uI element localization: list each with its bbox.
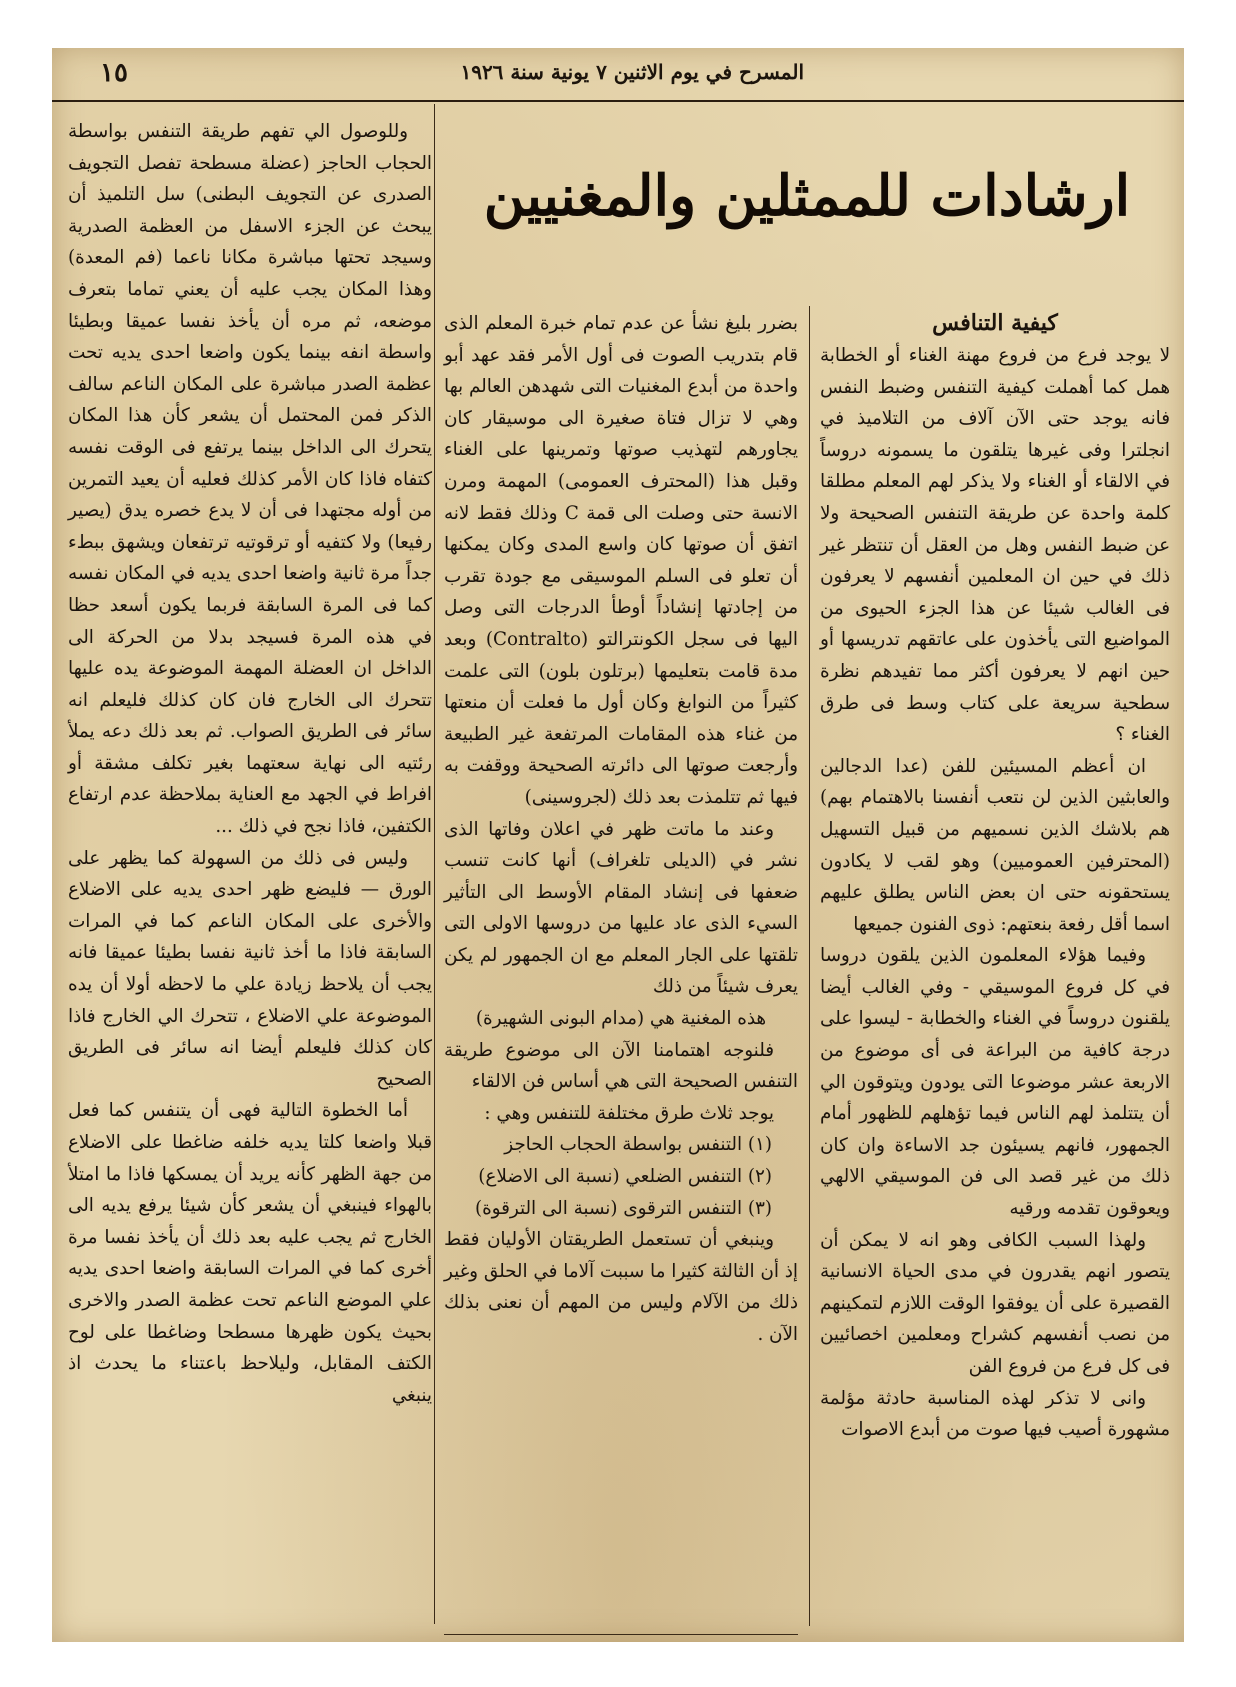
paragraph: وللوصول الي تفهم طريقة التنفس بواسطة الحجاب الحاجز (عضلة مسطحة تفصل التجويف الصدرى عن التجويف البطنى) سل التلميذ أن يبحث عن الجزء الاسفل من العظمة الصدرية وسيجد تحتها مباشرة مكانا ناعما (فم المعدة) وهذا المكان يجب عليه أن يعني تماما بتعرف موضعه، ثم مره أن يأخذ نفسا عميقا وبطيئا واسطة انفه بينما يكون واضعا احدى يديه تحت عظمة الصدر مباشرة على المكان الناعم سالف الذكر فمن المحتمل أن يشعر كأن هذا المكان يتحرك الى الداخل بينما يرتفع فى الوقت نفسه كتفاه فاذا كان الأمر كذلك فعليه أن يعيد التمرين من أوله مجتهدا فى أن لا يدع خصره يدق (يصير رفيعا) ولا كتفيه أو ترقوتيه ترتفعان ويشهق ببطء جداً مرة ثانية واضعا احدى يديه في المكان نفسه كما فى المرة السابقة فربما يكون أسعد حظا في هذه المرة فسيجد بدلا من الحركة الى الداخل ان العضلة المهمة الموضوعة يده عليها تتحرك الى الخارج فان كان كذلك فليعلم انه سائر فى الطريق الصواب. ثم بعد ذلك دعه يملأ رئتيه الى نهاية سعتهما بغير تكلف مشقة أو افراط في الجهد مع العناية بملاحظة عدم ارتفاع الكتفين، فاذا نجح في ذلك ... (68, 121, 432, 838)
paragraph: وينبغي أن تستعمل الطريقتان الأوليان فقط إذ أن الثالثة كثيرا ما سببت آلاما في الحلق وغير ذلك من الآلام وليس من المهم أن نعنى بذلك الآن . (444, 1229, 798, 1345)
section-subheading: كيفية التنافس (932, 310, 1058, 336)
header-title: المسرح في يوم الاثنين ٧ يونية سنة ١٩٢٦ (460, 60, 804, 84)
article-headline: ارشادات للممثلين والمغنيين (483, 163, 1131, 229)
page-header (52, 48, 1184, 102)
paragraph: ولهذا السبب الكافى وهو انه لا يمكن أن يتصور انهم يقدرون في مدى الحياة الانسانية القصيرة على أن يوفقوا الوقت اللازم لتمكينهم من نصب أنفسهم كشراح ومعلمين اخصائيين فى كل فرع من فروع الفن (820, 1229, 1170, 1377)
paragraph: يوجد ثلاث طرق مختلفة للتنفس وهي : (484, 1102, 774, 1124)
paragraph: وعند ما ماتت ظهر في اعلان وفاتها الذى نشر في (الديلى تلغراف) أنها كانت تنسب ضعفها فى إنشاد المقام الأوسط الى التأثير السيء الذى عاد عليها من دروسها الاولى التى تلقتها على الجار المعلم مع ان الجمهور لم يكن يعرف شيئاً من ذلك (444, 818, 798, 998)
paragraph: بضرر بليغ نشأ عن عدم تمام خبرة المعلم الذى قام بتدريب الصوت فى أول الأمر فقد عهد أبو واحدة من أبدع المغنيات التى شهدهن العالم بها وهي لا تزال فتاة صغيرة الى موسيقار كان يجاورهم لتهذيب صوتها وتمرينها على الغناء وقبل هذا (المحترف العمومى) المهمة ومرن الانسة حتى وصلت الى قمة C وذلك فقط لانه اتفق أن صوتها كان واسع المدى وكان يمكنها أن تعلو فى السلم الموسيقى مع جودة تقرب من إجادتها إنشاداً أوطأ الدرجات التى وصل اليها فى سجل الكونترالتو (Contralto) وبعد مدة قامت بتعليمها (برتلون بلون) التى علمت كثيراً من النوابغ وكان أول ما فعلت أن منعتها من غناء هذه المقامات المرتفعة غير الطبيعة وأرجعت صوتها الى دائرته الصحيحة ووقفت به فيها ثم تتلمذت بعد ذلك (لجروسينى) (444, 313, 799, 808)
paragraph: وانى لا تذكر لهذه المناسبة حادثة مؤلمة مشهورة أصيب فيها صوت من أبدع الاصوات (820, 1387, 1170, 1441)
middle-column (444, 308, 798, 1351)
paragraph: وفيما هؤلاء المعلمون الذين يلقون دروسا في كل فروع الموسيقي - وفي الغالب أيضا يلقنون دروساً في الغناء والخطابة - ليسوا على درجة كافية من البراعة فى أى موضوع من الاربعة عشر موضوعا التى يودون ويتوقون الي أن يتتلمذ لهم الناس فيما تؤهلهم للظهور أمام الجمهور، فانهم يسيئون جد الاساءة وان كان ذلك من غير قصد الى فن الموسيقي الالهي ويعوقون تقدمه ورقيه (820, 945, 1170, 1220)
list-item: (٣) التنفس الترقوى (نسبة الى الترقوة) (474, 1197, 772, 1219)
paragraph: أما الخطوة التالية فهى أن يتنفس كما فعل قبلا واضعا كلتا يديه خلفه ضاغطا على الاضلاع من جهة الظهر كأنه يريد أن يمسكها فاذا ما امتلأ بالهواء فينبغي أن يشعر كأن شيئا يرفع يديه الى الخارج ثم يجب عليه بعد ذلك أن يأخذ نفسا مرة أخرى كما في المرات السابقة واضعا احدى يديه علي الموضع الناعم تحت عظمة الصدر والاخرى بحيث يكون ظهرها مسطحا وضاغطا على لوح الكتف المقابل، وليلاحظ باعتناء ما يحدث اذ ينبغي (68, 1100, 432, 1406)
list-item: (١) التنفس بواسطة الحجاب الحاجز (504, 1134, 772, 1156)
column-divider-right (809, 306, 810, 1626)
paragraph: لا يوجد فرع من فروع مهنة الغناء أو الخطابة همل كما أهملت كيفية التنفس وضبط النفس فانه يوجد حتى الآن آلاف من التلاميذ في انجلترا وفى غيرها يتلقون ما يسمونه دروساً في الالقاء أو الغناء ولا يذكر لهم المعلم مطلقا كلمة واحدة عن طريقة التنفس الصحيحة ولا عن ضبط النفس وهل من العقل أن تنتظر غير ذلك في حين ان المعلمين أنفسهم لا يعرفون فى الغالب شيئا عن هذا الجزء الحيوى من المواضيع التى يأخذون على عاتقهم تدريسها أو حين انهم لا يعرفون أكثر مما تفيدهم نظرة سطحية سريعة على كتاب وسط فى طرق الغناء ؟ (820, 345, 1170, 746)
column-end-rule (444, 1634, 798, 1635)
paragraph: هذه المغنية هي (مدام البونى الشهيرة) (475, 1008, 767, 1030)
paragraph: ان أعظم المسيئين للفن (عدا الدجالين والعابثين الذين لن نتعب أنفسنا بالاهتمام بهم) هم بلاشك الذين نسميهم من قبيل التسهيل (المحترفين العموميين) وهو لقب لا يكادون يستحقونه حتى ان بعض الناس يطلق عليهم اسما أقل رفعة بنعتهم: ذوى الفنون جميعها (820, 755, 1170, 935)
column-divider-left (434, 104, 435, 1624)
newspaper-page (52, 48, 1184, 1642)
page-number: ١٥ (100, 58, 128, 88)
paragraph: فلنوجه اهتمامنا الآن الى موضوع طريقة التنفس الصحيحة التى هي أساس فن الالقاء (444, 1039, 798, 1093)
paragraph: وليس فى ذلك من السهولة كما يظهر على الورق — فليضع ظهر احدى يديه على الاضلاع والأخرى على المكان الناعم كما في المرات السابقة فاذا ما أخذ ثانية نفسا بطيئا عميقا فانه يجب أن يلاحظ زيادة علي ما لاحظه أولا أن يده الموضوعة علي الاضلاع ، تتحرك الي الخارج فاذا كان كذلك فليعلم أيضا انه سائر فى الطريق الصحيح (68, 847, 432, 1090)
list-item: (٢) التنفس الضلعي (نسبة الى الاضلاع) (478, 1166, 772, 1188)
right-column (820, 306, 1170, 1446)
left-column (68, 116, 432, 1411)
